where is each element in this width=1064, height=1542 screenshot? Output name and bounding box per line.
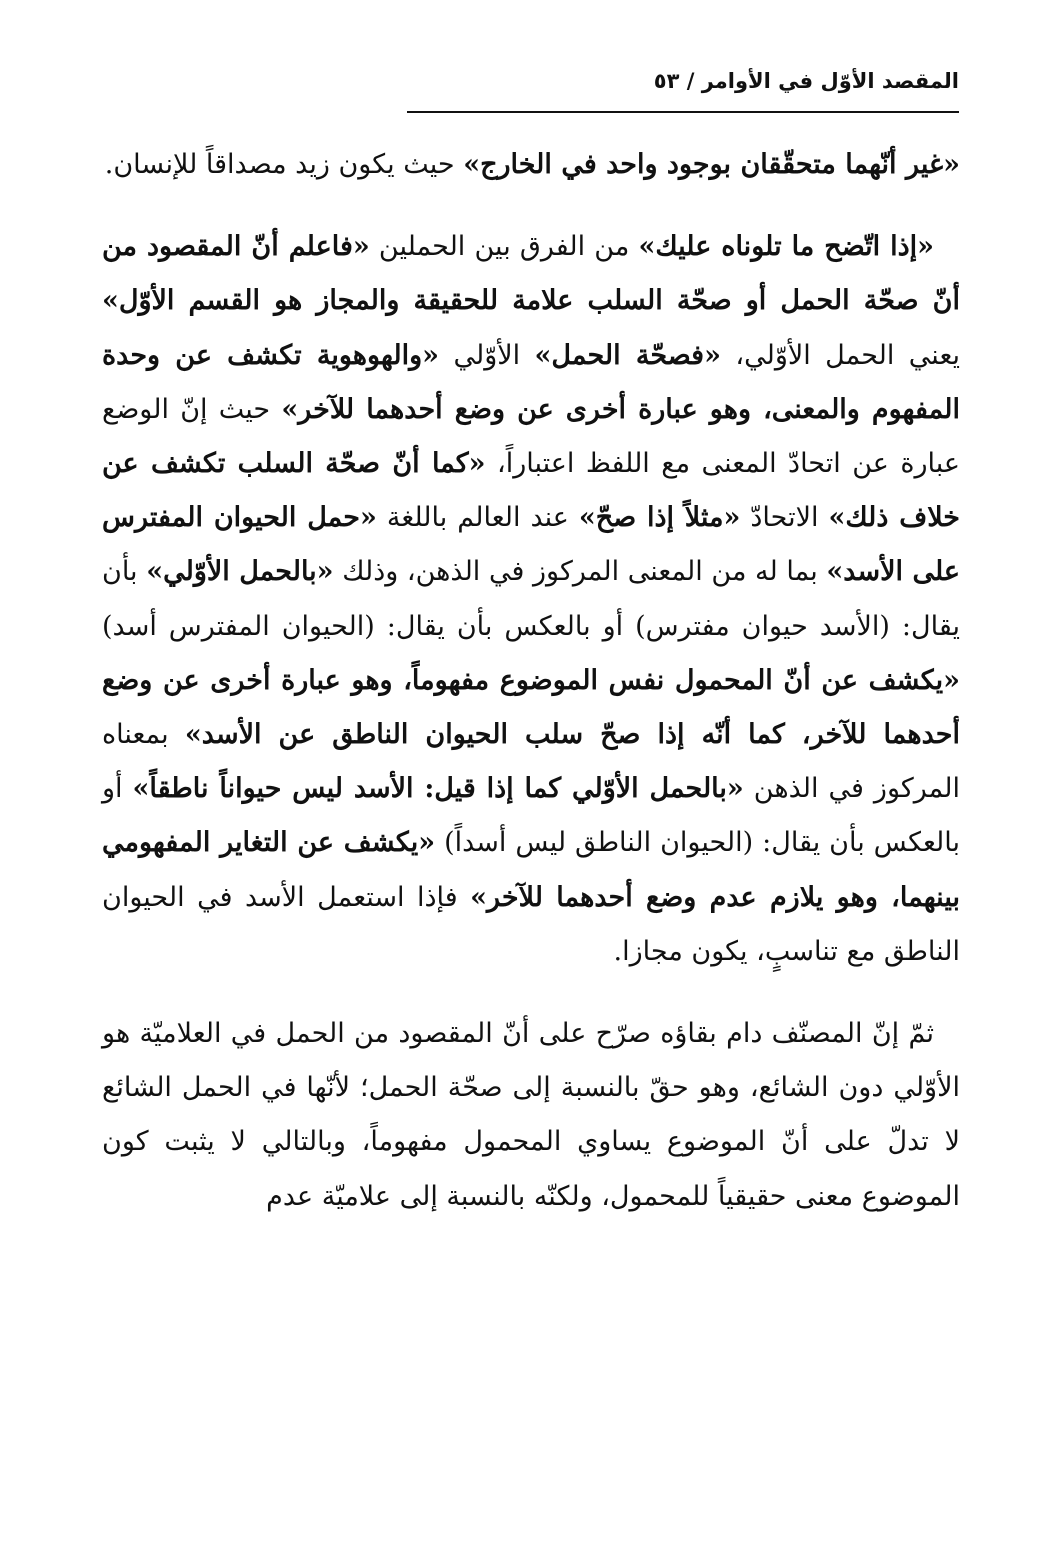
body-text [102,138,960,1224]
commentary-text: من الفرق بين الحملين [369,231,639,263]
running-header: المقصد الأوّل في الأوامر / ٥٣ [653,69,959,93]
bold-quote: «بالحمل الأوّلي» [146,556,334,588]
commentary-text: فإذا استعمل الأسد في الحيوان الناطق مع تناسبٍ، يكون مجازا. [102,881,960,967]
commentary-text: الاتحادّ [740,502,829,534]
bold-quote: «فاعلم أنّ المقصود من أنّ صحّة الحمل أو صحّة السلب علامة للحقيقة والمجاز هو القسم الأوّل» [102,231,960,317]
paragraph-1 [102,138,960,192]
commentary-text: بمعناه المركوز في الذهن [102,719,960,805]
bold-quote: «حمل الحيوان المفترس على الأسد» [102,502,960,588]
bold-quote: «فصحّة الحمل» [534,339,721,371]
header-rule [407,111,959,113]
bold-quote: «يكشف عن التغاير المفهومي بينهما، وهو يلازم عدم وضع أحدهما للآخر» [102,827,960,913]
paragraph-2 [102,220,960,979]
bold-quote: «كما أنّ صحّة السلب تكشف عن خلاف ذلك» [102,448,960,534]
commentary-text: بأن يقال: (الأسد حيوان مفترس) أو بالعكس بأن يقال: (الحيوان المفترس أسد) [102,556,960,642]
bold-quote: «غير أنّهما متحقّقان بوجود واحد في الخارج» [463,149,960,180]
bold-quote: «يكشف عن أنّ المحمول نفس الموضوع مفهوماً، وهو عبارة أخرى عن وضع أحدهما للآخر، كما أنّه إذا صحّ سلب الحيوان الناطق عن الأسد» [102,664,960,751]
commentary-text: ثمّ إنّ المصنّف دام بقاؤه صرّح على أنّ المقصود من الحمل في العلاميّة هو الأوّلي دون الشائع، وهو حقّ بالنسبة إلى صحّة الحمل؛ لأنّها في الحمل الشائع لا تدلّ على أنّ الموضوع يساوي المحمول مفهوماً، وبالتالي لا يثبت كون الموضوع معنى حقيقياً للمحمول، ولكنّه بالنسبة إلى علاميّة عدم [102,1018,960,1212]
commentary-text: أو بالعكس بأن يقال: (الحيوان الناطق ليس أسداً) [102,773,960,859]
commentary-text: الأوّلي [439,339,535,371]
bold-quote: «بالحمل الأوّلي كما إذا قيل: الأسد ليس حيواناً ناطقاً» [132,773,744,805]
bold-quote: «مثلاً إذا صحّ» [578,502,741,534]
commentary-text: حيث يكون زيد مصداقاً للإنسان. [104,149,464,180]
commentary-text: بما له من المعنى المركوز في الذهن، وذلك [333,556,827,588]
paragraph-3 [102,1007,960,1224]
bold-quote: «والهوهوية تكشف عن وحدة المفهوم والمعنى، وهو عبارة أخرى عن وضع أحدهما للآخر» [102,339,960,425]
commentary-text: عند العالم باللغة [376,502,579,534]
commentary-text: حيث إنّ الوضع عبارة عن اتحادّ المعنى مع اللفظ اعتباراً، [102,393,960,480]
commentary-text: يعني الحمل الأوّلي، [720,339,960,371]
bold-quote: «إذا اتّضح ما تلوناه عليك» [638,231,935,263]
